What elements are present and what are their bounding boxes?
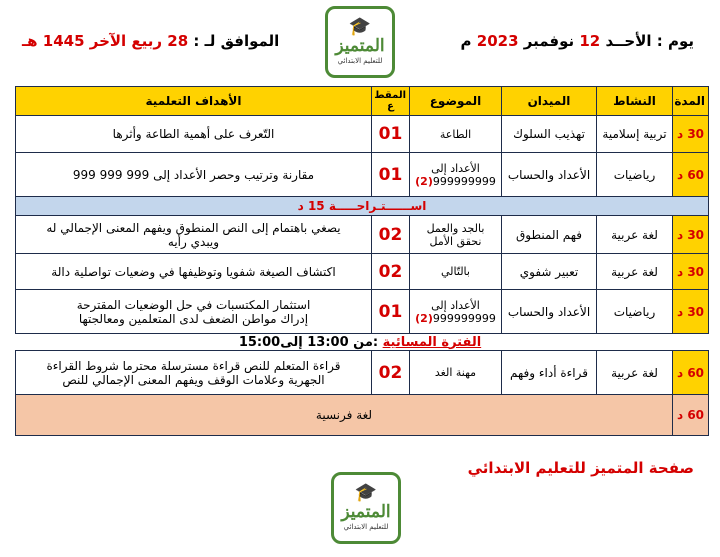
page-header — [0, 0, 720, 84]
hijri-date: الموافق لـ : 28 ربيع الآخر 1445 هـ — [22, 32, 280, 50]
footer-title: صفحة المتميز للتعليم الابتدائي — [467, 459, 694, 477]
logo-subtitle: للتعليم الابتدائي — [337, 57, 383, 65]
afternoon-time: :من 13:00 إلى15:00 — [238, 334, 379, 350]
col-segment: المقط ع — [372, 87, 410, 116]
logo-name: المتميز — [335, 36, 385, 56]
table-row: 30 د لغة عربية فهم المنطوق بالجد والعمل نحقق الأمل 02 يصغي باهتمام إلى النص المنطوق ويفهم المعنى الإجمالي له ويبدي رأيه — [16, 216, 709, 254]
footer-logo — [331, 472, 401, 544]
year-number: 2023 — [476, 32, 519, 50]
table-row: 30 د رياضيات الأعداد والحساب الأعداد إلى 999999999(2) 01 استثمار المكتسبات في حل الوضعيات المقترحة إدراك مواطن الضعف لدى المتعلمين ومعالجتها — [16, 290, 709, 334]
table-header-row — [16, 87, 709, 116]
gregorian-date: يوم : الأحــد 12 نوفمبر 2023 م — [460, 32, 694, 50]
col-activity: النشاط — [597, 87, 673, 116]
col-field: الميدان — [502, 87, 597, 116]
col-objectives: الأهداف التعلمية — [16, 87, 372, 116]
break-row: اســــــتـراحـــــة 15 د — [16, 197, 709, 216]
col-topic: الموضوع — [410, 87, 502, 116]
logo-subtitle: للتعليم الابتدائي — [343, 523, 389, 531]
logo — [325, 6, 395, 78]
table-row: 30 د لغة عربية تعبير شفوي بالتّالي 02 اكتشاف الصيغة شفويا وتوظيفها في وضعيات تواصلية دالة — [16, 254, 709, 290]
table-row: 30 د تربية إسلامية تهذيب السلوك الطاعة 01 التّعرف على أهمية الطاعة وأثرها — [16, 116, 709, 153]
graduation-cap-icon: 🎓 — [354, 482, 378, 503]
logo-name: المتميز — [341, 502, 391, 522]
schedule-table — [15, 86, 709, 436]
table-row: 60 د لغة عربية قراءة أداء وفهم مهنة الغد 02 قراءة المتعلم للنص قراءة مسترسلة محترما شروط القراءة الجهرية وعلامات الوقف ويفهم المعنى الإجمالي للنص — [16, 351, 709, 395]
afternoon-row — [16, 334, 709, 351]
col-duration: المدة — [673, 87, 709, 116]
day-number: 12 — [579, 32, 601, 50]
afternoon-label: الفترة المسائية — [382, 334, 482, 350]
graduation-cap-icon: 🎓 — [348, 16, 372, 37]
french-row: 60 د لغة فرنسية — [16, 395, 709, 436]
table-row: 60 د رياضيات الأعداد والحساب الأعداد إلى 999999999(2) 01 مقارنة وترتيب وحصر الأعداد إلى 999 999 999 — [16, 153, 709, 197]
